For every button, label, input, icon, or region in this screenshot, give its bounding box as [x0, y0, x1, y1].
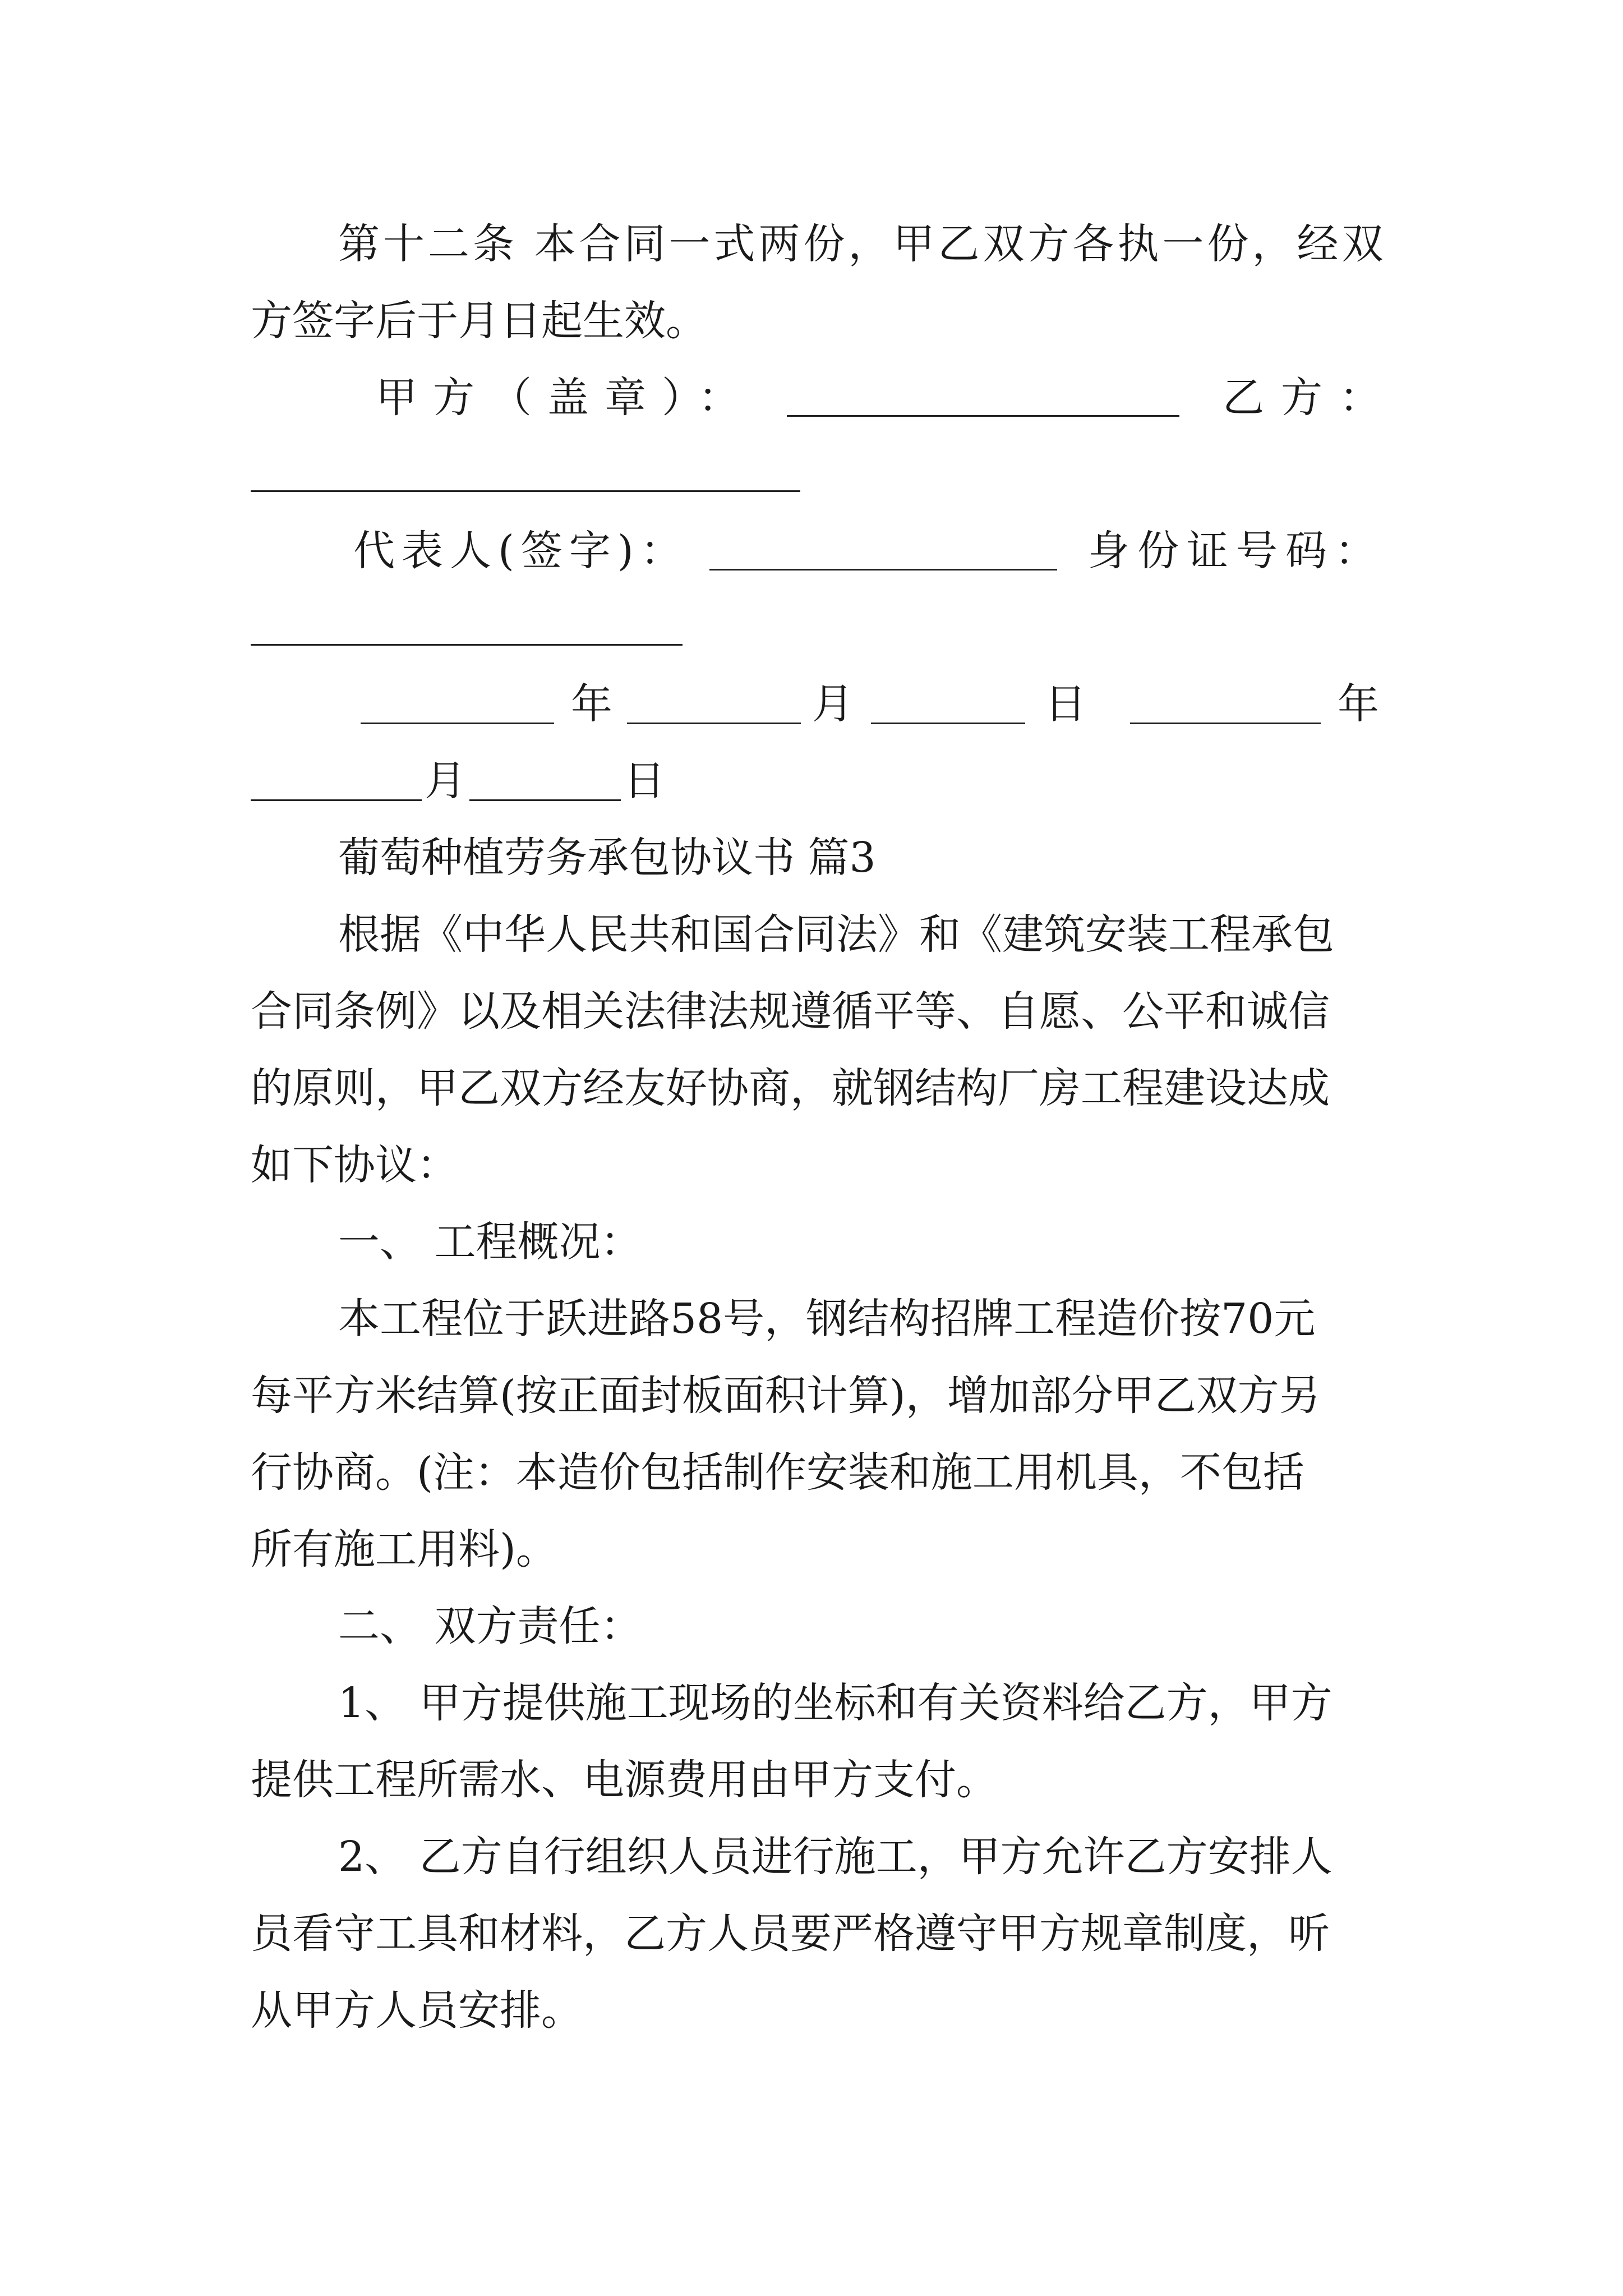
clause12-line2: 方签字后于月日起生效。	[251, 297, 707, 345]
duty1-line1: 1、 甲方提供施工现场的坐标和有关资料给乙方，甲方	[338, 1679, 1332, 1727]
duty1-line2: 提供工程所需水、电源费用由甲方支付。	[251, 1756, 998, 1804]
intro-line1: 根据《中华人民共和国合同法》和《建筑安装工程承包	[338, 910, 1334, 959]
date-a-month-blank	[627, 723, 801, 724]
overview-heading: 一、 工程概况：	[338, 1218, 642, 1266]
overview-line4: 所有施工用料)。	[251, 1525, 557, 1573]
party-b-blank	[251, 490, 800, 492]
date-a-year-label: 年	[571, 680, 612, 728]
intro-line3: 的原则，甲乙双方经友好协商，就钢结构厂房工程建设达成	[251, 1064, 1330, 1112]
party-a-blank	[787, 415, 1179, 417]
date-b-day-blank	[469, 799, 621, 801]
overview-line2: 每平方米结算(按正面封板面积计算)，增加部分甲乙双方另	[251, 1372, 1321, 1420]
rep-blank	[709, 569, 1057, 570]
id-number-label: 身份证号码：	[1088, 527, 1384, 575]
duty2-line1: 2、 乙方自行组织人员进行施工，甲方允许乙方安排人	[338, 1833, 1332, 1881]
duty2-line2: 员看守工具和材料，乙方人员要严格遵守甲方规章制度，听	[251, 1910, 1330, 1958]
date-b-month-blank	[251, 799, 422, 801]
date-a-year-blank	[361, 723, 554, 724]
id-number-blank	[251, 644, 683, 646]
rep-label: 代表人(签字)：	[353, 527, 689, 575]
section-title: 葡萄种植劳务承包协议书 篇3	[338, 834, 876, 882]
date-a-month-label: 月	[812, 680, 854, 728]
date-b-year-label: 年	[1338, 680, 1379, 728]
date-b-year-blank	[1130, 723, 1321, 724]
party-a-label: 甲方（盖章）：	[376, 374, 755, 422]
overview-line1: 本工程位于跃进路58号，钢结构招牌工程造价按70元	[338, 1295, 1316, 1343]
date-a-day-blank	[871, 723, 1025, 724]
party-b-label: 乙方：	[1223, 374, 1398, 422]
duties-heading: 二、 双方责任：	[338, 1602, 642, 1650]
date-b-month-label: 月	[425, 757, 466, 805]
intro-line2: 合同条例》以及相关法律法规遵循平等、自愿、公平和诚信	[251, 987, 1330, 1036]
clause12-line1: 第十二条 本合同一式两份，甲乙双方各执一份，经双	[338, 220, 1387, 268]
date-b-day-label: 日	[624, 757, 665, 805]
intro-line4: 如下协议：	[251, 1141, 458, 1189]
date-a-day-label: 日	[1045, 680, 1086, 728]
duty2-line3: 从甲方人员安排。	[251, 1986, 583, 2035]
overview-line3: 行协商。(注：本造价包括制作安装和施工用机具，不包括	[251, 1448, 1304, 1497]
